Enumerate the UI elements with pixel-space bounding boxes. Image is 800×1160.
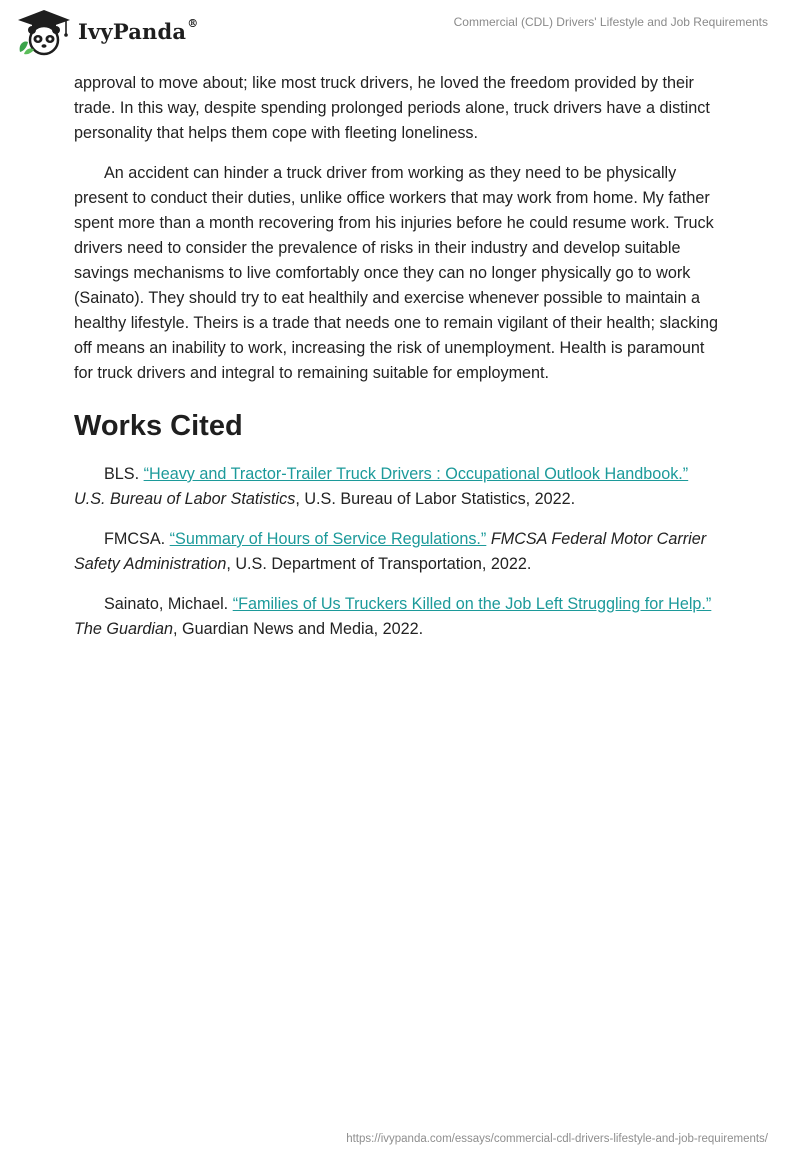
citation-source: U.S. Bureau of Labor Statistics [74,490,296,508]
citation-author: BLS. [104,465,140,483]
citation-source: The Guardian [74,620,173,638]
registered-mark: ® [187,16,199,30]
logo-wordmark [78,16,199,44]
works-cited-heading: Works Cited [74,410,243,442]
panda-graduation-cap-icon [14,8,74,56]
document-title: Commercial (CDL) Drivers' Lifestyle and Job Requirements [453,15,768,29]
source-url[interactable]: https://ivypanda.com/essays/commercial-cdl-drivers-lifestyle-and-job-requirements/ [346,1133,768,1145]
body-paragraph: An accident can hinder a truck driver from working as they need to be physically present to conduct their duties, unlike office workers that may work from home. My father spent more than a month recovering from his injuries before he could resume work. Truck drivers need to consider the prevalence of risks in their industry and develop suitable savings mechanisms to live comfortably once they can no longer physically go to work (Sainato). They should try to eat healthily and exercise whenever possible to maintain a healthy lifestyle. Theirs is a trade that needs one to remain vigilant of their health; slacking off means an inability to work, increasing the risk of unemployment. Health is paramount for truck drivers and integral to remaining suitable for employment. [74,164,718,382]
logo-text: IvyPanda [78,18,187,44]
citation-link[interactable]: “Families of Us Truckers Killed on the Job Left Struggling for Help.” [232,595,712,613]
citation-link[interactable]: “Heavy and Tractor-Trailer Truck Drivers : Occupational Outlook Handbook.” [143,465,689,483]
citation-details: , Guardian News and Media, 2022. [172,620,424,638]
ivypanda-logo[interactable] [14,8,198,56]
citation-details: , U.S. Bureau of Labor Statistics, 2022. [295,490,576,508]
page-header [0,0,800,60]
document-body [74,71,722,657]
citation-entry [74,592,722,642]
citation-author: Sainato, Michael. [104,595,229,613]
citation-details: , U.S. Department of Transportation, 2022. [226,555,532,573]
citation-source: FMCSA Federal Motor Carrier Safety Administration [74,530,707,573]
citation-entry [74,462,722,512]
citation-link[interactable]: “Summary of Hours of Service Regulations.” [169,530,487,548]
citation-author: FMCSA. [104,530,166,548]
citation-entry [74,527,722,577]
body-paragraph: approval to move about; like most truck drivers, he loved the freedom provided by their trade. In this way, despite spending prolonged periods alone, truck drivers have a distinct personality that helps them cope with fleeting loneliness. [74,74,710,142]
